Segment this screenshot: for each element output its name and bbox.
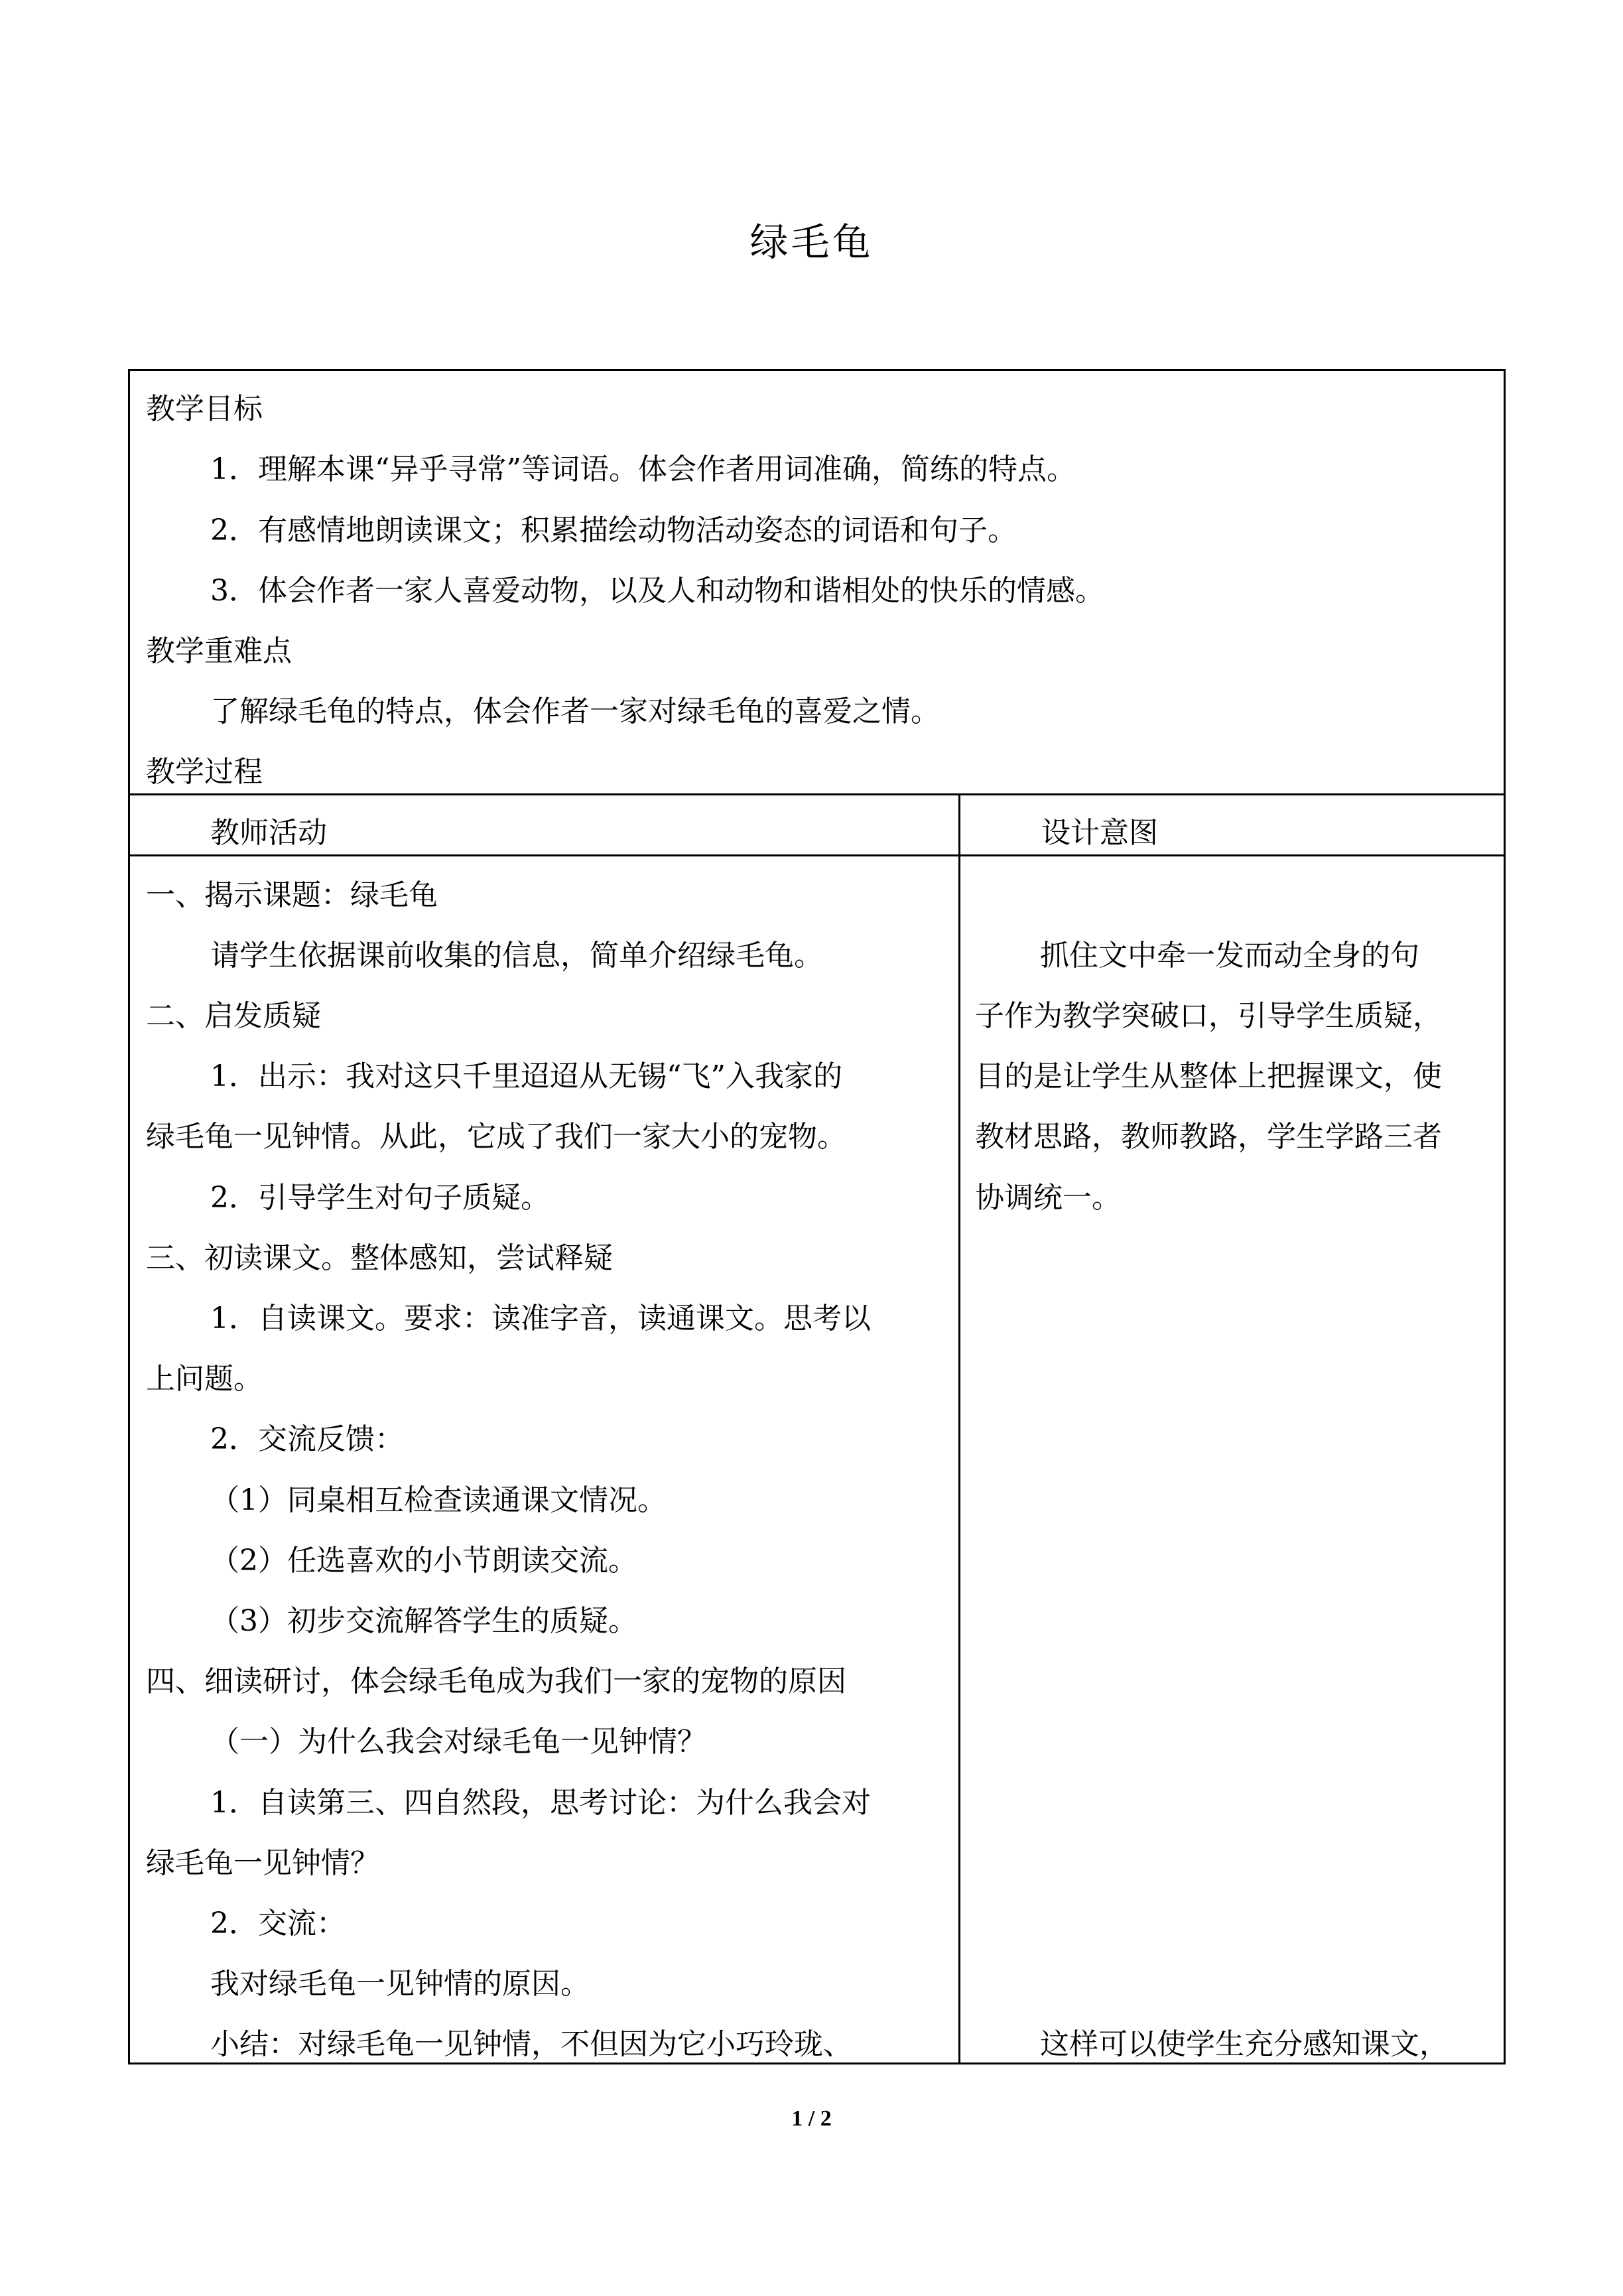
left-line: 2．引导学生对句子质疑。 <box>210 1181 550 1215</box>
left-line: 绿毛龟一见钟情。从此，它成了我们一家大小的宠物。 <box>146 1120 846 1154</box>
left-line: 2．交流： <box>210 1907 346 1940</box>
goal-item: 3．体会作者一家人喜爱动物，以及人和动物和谐相处的快乐的情感。 <box>210 574 1104 608</box>
right-line: 目的是让学生从整体上把握课文，使 <box>975 1059 1442 1093</box>
left-line: 小结：对绿毛龟一见钟情，不但因为它小巧玲珑、 <box>210 2027 852 2061</box>
left-line: （3）初步交流解答学生的质疑。 <box>210 1604 637 1638</box>
left-line: 我对绿毛龟一见钟情的原因。 <box>210 1967 590 2001</box>
right-line: 教材思路，教师教路，学生学路三者 <box>975 1120 1442 1154</box>
left-line: （1）同桌相互检查读通课文情况。 <box>210 1483 667 1517</box>
left-line: 四、细读研讨，体会绿毛龟成为我们一家的宠物的原因 <box>146 1664 846 1698</box>
goal-item: 2．有感情地朗读课文；积累描绘动物活动姿态的词语和句子。 <box>210 513 1017 547</box>
left-line: 1．自读第三、四自然段，思考讨论：为什么我会对 <box>210 1786 871 1820</box>
page-title: 绿毛龟 <box>749 220 874 265</box>
table-divider-process <box>128 793 1506 795</box>
right-line: 抓住文中牵一发而动全身的句 <box>1040 939 1419 973</box>
process-heading: 教学过程 <box>146 755 263 789</box>
left-line: （2）任选喜欢的小节朗读交流。 <box>210 1544 637 1578</box>
left-line: 请学生依据课前收集的信息，简单介绍绿毛龟。 <box>210 939 823 973</box>
key-points-text: 了解绿毛龟的特点，体会作者一家对绿毛龟的喜爱之情。 <box>210 695 940 728</box>
table-divider-header <box>128 854 1506 856</box>
left-line: （一）为什么我会对绿毛龟一见钟情？ <box>210 1725 706 1759</box>
right-line: 这样可以使学生充分感知课文， <box>1040 2027 1449 2061</box>
left-line: 上问题。 <box>146 1362 263 1396</box>
goal-item: 1．理解本课“异乎寻常”等词语。体会作者用词准确，简练的特点。 <box>210 452 1076 486</box>
column-header-design: 设计意图 <box>1041 816 1158 850</box>
left-line: 绿毛龟一见钟情？ <box>146 1846 379 1880</box>
left-line: 2．交流反馈： <box>210 1422 404 1456</box>
left-line: 二、启发质疑 <box>146 999 321 1033</box>
key-points-heading: 教学重难点 <box>146 634 292 668</box>
right-line: 子作为教学突破口，引导学生质疑， <box>975 999 1442 1033</box>
left-line: 1．出示：我对这只千里迢迢从无锡“飞”入我家的 <box>210 1059 842 1093</box>
left-line: 三、初读课文。整体感知，尝试释疑 <box>146 1241 613 1275</box>
goals-heading: 教学目标 <box>146 392 263 426</box>
left-line: 1．自读课文。要求：读准字音，读通课文。思考以 <box>210 1302 871 1335</box>
table-column-divider <box>958 793 960 2064</box>
right-line: 协调统一。 <box>975 1181 1121 1215</box>
column-header-teacher: 教师活动 <box>210 816 327 850</box>
page-number: 1 / 2 <box>791 2106 832 2131</box>
left-line: 一、揭示课题：绿毛龟 <box>146 878 438 912</box>
